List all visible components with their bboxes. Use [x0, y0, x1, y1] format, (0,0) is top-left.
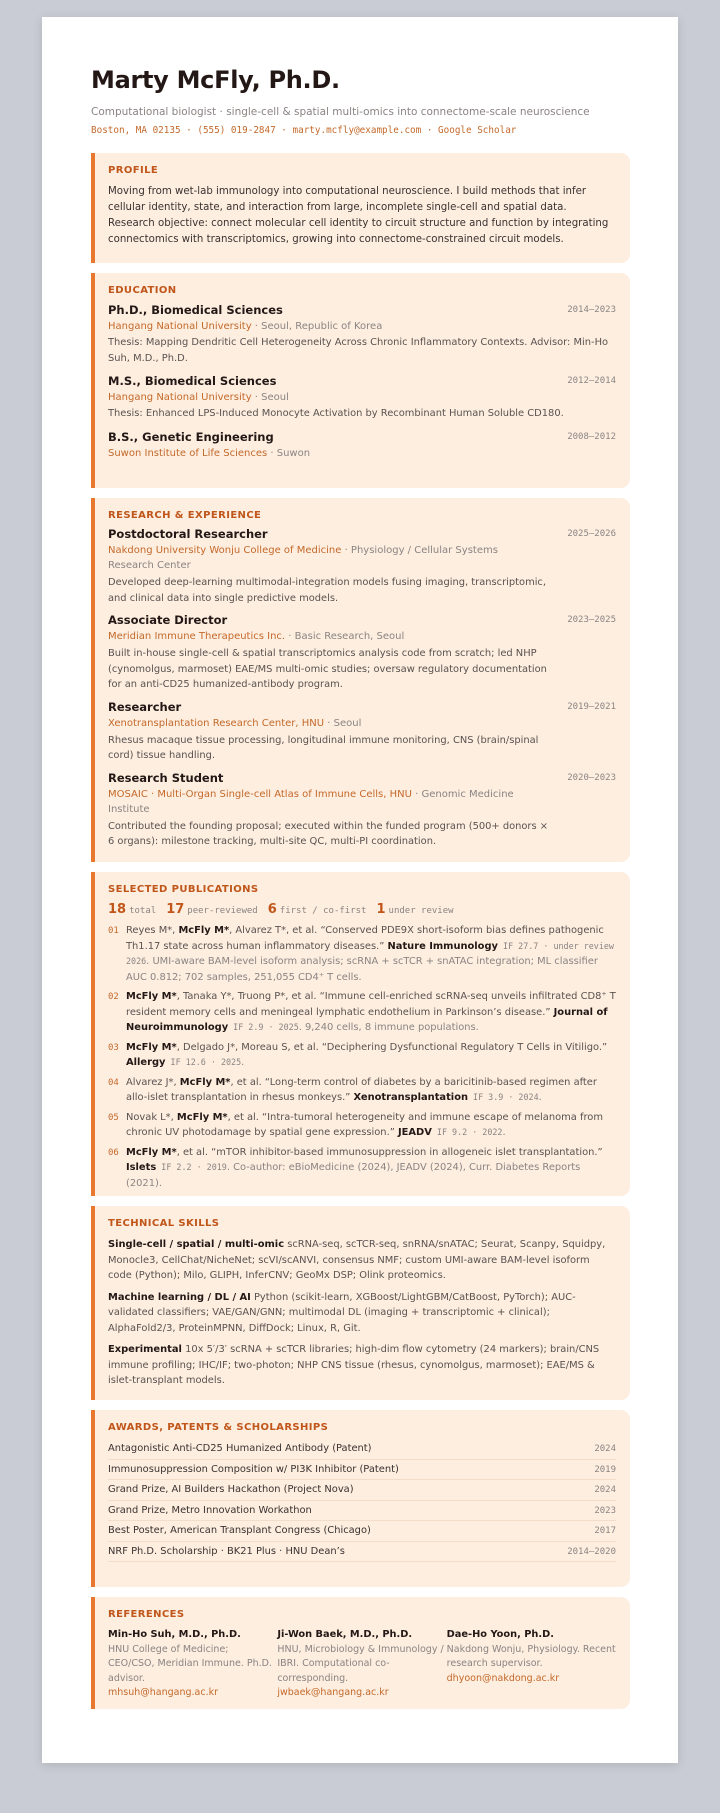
- role-title: Postdoctoral Researcher: [108, 527, 268, 541]
- experience-entry: [108, 700, 616, 764]
- section-title: RESEARCH & EXPERIENCE: [108, 510, 262, 521]
- institution: [108, 390, 616, 405]
- organization-name: Meridian Immune Therapeutics Inc.: [108, 631, 286, 642]
- stat-label: peer-reviewed: [187, 906, 258, 916]
- resume-page: [42, 17, 678, 1763]
- date-range: 2014–2023: [567, 305, 616, 315]
- reference-entry: [108, 1628, 277, 1701]
- date-range: 2012–2014: [567, 376, 616, 386]
- reference-entry: [447, 1628, 616, 1701]
- role-description: Built in-house single-cell & spatial transcriptomics analysis code from scratch; led NHP (cynomolgus, marmoset) EAE/MS multi-omic studies; oversaw regulatory documentation for an anti-CD25 humanized-antibody program.: [108, 648, 547, 690]
- school-name: Suwon Institute of Life Sciences: [108, 447, 268, 459]
- reference-description: Nakdong Wonju, Physiology. Recent research supervisor.: [446, 1643, 616, 1669]
- location: · Genomic Medicine Institute: [108, 788, 514, 815]
- publication-number: 03: [108, 1042, 119, 1053]
- section-title: TECHNICAL SKILLS: [108, 1218, 220, 1229]
- citation-text: , et al. “mTOR inhibitor-based immunosuppression in allogeneic islet transplantation.”: [176, 1146, 603, 1158]
- skill-category: Experimental: [108, 1344, 182, 1355]
- award-row: [108, 1501, 616, 1522]
- award-year: 2014–2020: [567, 1546, 616, 1557]
- reference-email[interactable]: dhyoon@nakdong.ac.kr: [446, 1672, 560, 1684]
- publication-number: 04: [108, 1077, 119, 1088]
- stat-number: 6: [267, 902, 277, 917]
- section-title: REFERENCES: [108, 1609, 185, 1620]
- authors-pre: Novak L*,: [126, 1111, 177, 1123]
- publication-note: . 9,240 cells, 8 immune populations.: [298, 1022, 479, 1033]
- authors-pre: Alvarez J*,: [126, 1076, 180, 1088]
- award-year: 2019: [594, 1464, 616, 1475]
- reference-description: HNU, Microbiology & Immunology / IBRI. Computational co-corresponding.: [277, 1643, 444, 1684]
- stat-item: [267, 902, 367, 917]
- publication-note: .: [502, 1127, 506, 1138]
- impact-factor: IF 3.9 · 2024: [468, 1092, 539, 1102]
- author-self: McFly M*: [176, 1111, 228, 1123]
- stat-label: under review: [388, 906, 454, 916]
- reference-entry: [277, 1628, 446, 1701]
- award-name: Best Poster, American Transplant Congress (Chicago): [108, 1525, 371, 1536]
- citation-text: , Delgado J*, Moreau S, et al. “Deciphering Dysfunctional Regulatory T Cells in Vitiligo.”: [176, 1041, 608, 1053]
- publication-entry: [108, 1145, 616, 1192]
- reference-name: Ji-Won Baek, M.D., Ph.D.: [277, 1629, 413, 1640]
- publication-number: 05: [108, 1112, 119, 1123]
- impact-factor: IF 12.6 · 2025: [165, 1057, 242, 1067]
- publication-note: . Co-author: eBioMedicine (2024), JEADV (2024), Curr. Diabetes Reports (2021).: [126, 1162, 581, 1189]
- awards-section: [91, 1410, 630, 1587]
- impact-factor: IF 2.2 · 2019: [156, 1162, 227, 1172]
- impact-factor: IF 27.7 · under review 2026: [126, 940, 614, 966]
- publication-number: 02: [108, 992, 119, 1002]
- school-name: Hangang National University: [108, 321, 252, 332]
- date-range: 2025–2026: [567, 529, 616, 539]
- organization-name: MOSAIC · Multi-Organ Single-cell Atlas of Immune Cells, HNU: [108, 788, 412, 800]
- reference-email[interactable]: mhsuh@hangang.ac.kr: [108, 1687, 219, 1698]
- citation-text: , et al. “Long-term control of diabetes by a baricitinib-based regimen after allo-islet transplantation in rhesus monkeys.”: [126, 1076, 597, 1103]
- award-row: [108, 1439, 616, 1460]
- contact-line: Boston, MA 02135 · (555) 019-2847 · marty.mcfly@example.com · Google Scholar: [91, 125, 517, 136]
- section-title: AWARDS, PATENTS & SCHOLARSHIPS: [108, 1422, 329, 1433]
- reference-name: Min-Ho Suh, M.D., Ph.D.: [108, 1629, 241, 1640]
- citation-text: , Alvarez T*, et al. “Conserved PDE9X short-isoform bias defines pathogenic Th1.17 state across human inflammatory diseases.”: [126, 925, 604, 952]
- education-section: [91, 273, 630, 488]
- experience-section: [91, 498, 630, 862]
- publication-entry: [108, 923, 616, 985]
- degree-title: M.S., Biomedical Sciences: [108, 374, 277, 388]
- role-title: Researcher: [108, 699, 182, 714]
- education-entry: [108, 303, 616, 366]
- publications-section: [91, 872, 630, 1196]
- stat-number: 1: [376, 902, 386, 917]
- journal-name: Journal of Neuroimmunology: [126, 1006, 608, 1033]
- role-description: Developed deep-learning multimodal-integration models fusing imaging, transcriptomic, and clinical data into single predictive models.: [108, 577, 547, 604]
- author-self: McFly M*: [179, 1076, 231, 1088]
- stat-number: 18: [108, 902, 127, 917]
- education-entry: [108, 430, 616, 461]
- publication-entry: [108, 989, 616, 1036]
- award-year: 2017: [594, 1526, 616, 1536]
- skill-list-text: Python (scikit-learn, XGBoost/LightGBM/CatBoost, PyTorch); AUC-validated classifiers; VAE/GAN/GNN; multimodal DL (imaging + transcriptomic + clinical); AlphaFold2/3, ProteinMPNN, DiffDock; Linux, R, Git.: [108, 1291, 576, 1334]
- publication-entry: [108, 1075, 616, 1106]
- impact-factor: IF 2.9 · 2025: [228, 1022, 299, 1032]
- organization: [108, 543, 616, 573]
- publication-stats: [108, 902, 616, 917]
- skill-list-text: 10x 5′/3′ scRNA + scTCR libraries; high-dim flow cytometry (24 markers); brain/CNS immune profiling; IHC/IF; two-photon; NHP CNS tissue (rhesus, cynomolgus, marmoset); EAE/MS & islet-transplant models.: [108, 1344, 600, 1386]
- degree-title: B.S., Genetic Engineering: [108, 429, 274, 444]
- impact-factor: IF 9.2 · 2022: [431, 1127, 503, 1137]
- award-name: Immunosuppression Composition w/ PI3K Inhibitor (Patent): [108, 1463, 399, 1475]
- location: · Seoul, Republic of Korea: [251, 321, 383, 332]
- award-year: 2024: [594, 1444, 616, 1454]
- publication-note: .: [538, 1092, 542, 1103]
- author-self: McFly M*: [178, 925, 230, 936]
- location: · Suwon: [267, 447, 311, 459]
- skill-list-text: scRNA-seq, scTCR-seq, snRNA/snATAC; Seurat, Scanpy, Squidpy, Monocle3, CellChat/NicheNet; scVI/scANVI, consensus NMF; custom UMI-aware BAM-level isoform code (Python); Milo, GLIPH, InferCNV; GeoMx DSP; Olink proteomics.: [108, 1239, 606, 1281]
- profile-section: [91, 153, 630, 263]
- section-title: PROFILE: [108, 165, 159, 176]
- experience-entry: [108, 613, 616, 693]
- role-description: Contributed the founding proposal; executed within the funded program (500+ donors × 6 organs): milestone tracking, multi-site QC, multi-PI coordination.: [108, 820, 549, 847]
- award-name: Antagonistic Anti-CD25 Humanized Antibody (Patent): [108, 1443, 372, 1454]
- award-year: 2024: [594, 1485, 616, 1495]
- award-row: [108, 1460, 616, 1481]
- journal-name: Allergy: [126, 1057, 166, 1068]
- role-title: Associate Director: [108, 613, 228, 627]
- skill-category: Single-cell / spatial / multi-omic: [108, 1239, 285, 1250]
- stat-item: [108, 902, 157, 917]
- reference-name: Dae-Ho Yoon, Ph.D.: [446, 1629, 554, 1640]
- date-range: 2020–2023: [567, 772, 616, 783]
- date-range: 2019–2021: [567, 701, 616, 712]
- reference-description: HNU College of Medicine; CEO/CSO, Meridian Immune. Ph.D. advisor.: [108, 1643, 272, 1684]
- author-self: McFly M*: [126, 1041, 177, 1053]
- skill-group: [108, 1290, 616, 1337]
- school-name: Hangang National University: [108, 392, 252, 403]
- journal-name: Islets: [126, 1162, 157, 1173]
- stat-item: [166, 902, 258, 917]
- stat-item: [376, 902, 454, 917]
- citation-text: , et al. “Intra-tumoral heterogeneity and immune escape of melanoma from chronic UV photodamage by spatial gene expression.”: [126, 1111, 603, 1138]
- thesis-description: Thesis: Mapping Dendritic Cell Heterogeneity Across Chronic Inflammatory Contexts. Advisor: Min-Ho Suh, M.D., Ph.D.: [108, 337, 609, 364]
- tagline: Computational biologist · single-cell & spatial multi-omics into connectome-scale neuroscience: [91, 106, 590, 118]
- location: · Physiology / Cellular Systems Research Center: [108, 545, 498, 571]
- role-description: Rhesus macaque tissue processing, longitudinal immune monitoring, CNS (brain/spinal cord) tissue handling.: [108, 734, 539, 761]
- skill-group: [108, 1342, 616, 1389]
- stat-label: total: [129, 906, 157, 916]
- candidate-name: Marty McFly, Ph.D.: [91, 66, 340, 94]
- organization: [108, 787, 616, 817]
- journal-name: Nature Immunology: [387, 940, 498, 952]
- organization: [108, 629, 616, 644]
- organization: [108, 716, 616, 731]
- institution: [108, 319, 616, 334]
- location: · Basic Research, Seoul: [285, 631, 405, 642]
- journal-name: JEADV: [397, 1127, 432, 1138]
- education-entry: [108, 374, 616, 422]
- publication-entry: [108, 1110, 616, 1141]
- experience-entry: [108, 527, 616, 606]
- publication-number: 01: [108, 926, 119, 936]
- award-name: NRF Ph.D. Scholarship · BK21 Plus · HNU Dean’s: [108, 1545, 345, 1557]
- date-range: 2008–2012: [567, 431, 616, 442]
- author-self: McFly M*: [126, 991, 177, 1002]
- thesis-description: Thesis: Enhanced LPS-Induced Monocyte Activation by Recombinant Human Soluble CD180.: [108, 408, 564, 419]
- date-range: 2023–2025: [567, 615, 616, 625]
- award-name: Grand Prize, Metro Innovation Workathon: [108, 1504, 312, 1516]
- publication-note: .: [241, 1057, 245, 1068]
- authors-pre: Reyes M*,: [126, 925, 179, 936]
- award-year: 2023: [594, 1505, 616, 1516]
- skill-group: [108, 1237, 616, 1284]
- journal-name: Xenotransplantation: [353, 1092, 469, 1103]
- publication-number: 06: [108, 1147, 119, 1158]
- award-row: [108, 1542, 616, 1563]
- location: · Seoul: [251, 392, 289, 403]
- stat-number: 17: [166, 902, 185, 917]
- skill-category: Machine learning / DL / AI: [108, 1291, 251, 1303]
- publication-note: . UMI-aware BAM-level isoform analysis; scRNA + scTCR + snATAC integration; ML classifier AUC 0.812; 702 samples, 251,055 CD4⁺ T cells.: [126, 956, 598, 983]
- location: · Seoul: [324, 717, 362, 729]
- institution: [108, 446, 616, 461]
- stat-label: first / co-first: [279, 906, 367, 916]
- section-title: SELECTED PUBLICATIONS: [108, 884, 259, 895]
- award-row: [108, 1480, 616, 1501]
- profile-text: Moving from wet-lab immunology into computational neuroscience. I build methods that infer cellular identity, state, and interaction from large, incomplete single-cell and spatial data. Research objective: connect molecular cell identity to circuit structure and function by integrating connectomics with transcriptomics, growing into connectome-constrained circuit models.: [108, 186, 609, 245]
- references-section: [91, 1597, 630, 1709]
- experience-entry: [108, 771, 616, 850]
- section-title: EDUCATION: [108, 285, 177, 296]
- award-row: [108, 1521, 616, 1542]
- organization-name: Xenotransplantation Research Center, HNU: [108, 717, 325, 729]
- organization-name: Nakdong University Wonju College of Medicine: [108, 545, 342, 556]
- skills-section: [91, 1206, 630, 1400]
- publication-entry: [108, 1040, 616, 1071]
- author-self: McFly M*: [126, 1146, 177, 1158]
- award-name: Grand Prize, AI Builders Hackathon (Project Nova): [108, 1484, 354, 1495]
- reference-email[interactable]: jwbaek@hangang.ac.kr: [277, 1687, 389, 1698]
- role-title: Research Student: [108, 770, 224, 785]
- citation-text: , Tanaka Y*, Truong P*, et al. “Immune cell-enriched scRNA-seq unveils infiltrated CD8⁺ T resident memory cells and meningeal lymphatic endothelium in Parkinson’s disease.”: [126, 991, 616, 1018]
- degree-title: Ph.D., Biomedical Sciences: [108, 303, 283, 317]
